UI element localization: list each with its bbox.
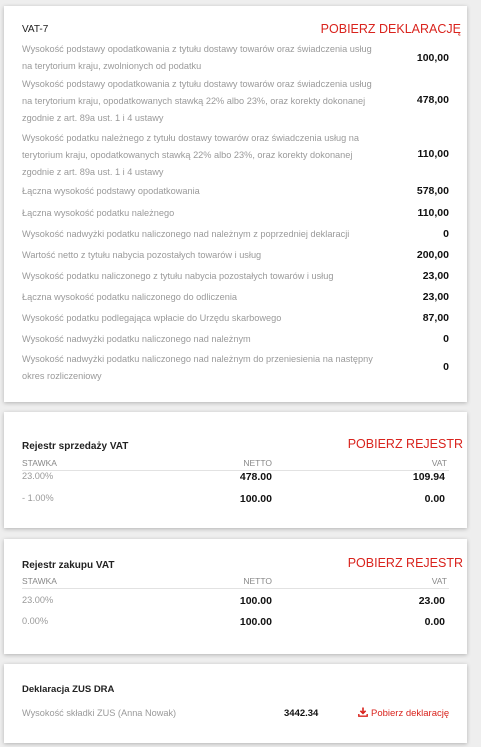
vat7-row-value: 578,00 xyxy=(416,185,449,197)
download-zus-declaration-button[interactable] xyxy=(358,707,449,719)
table-row xyxy=(4,616,467,634)
zus-declaration-card xyxy=(4,664,467,743)
column-header-net: NETTO xyxy=(243,458,272,468)
zus-contribution-label: Wysokość składki ZUS (Anna Nowak) xyxy=(22,708,177,718)
vat-cell: 23.00 xyxy=(418,595,445,607)
vat7-row xyxy=(22,351,449,385)
vat7-title: VAT-7 xyxy=(22,24,49,35)
download-zus-label: Pobierz deklarację xyxy=(371,708,450,719)
zus-contribution-value: 3442.34 xyxy=(284,708,319,719)
vat7-row-value: 110,00 xyxy=(417,148,449,160)
rate-cell: 0.00% xyxy=(22,616,49,626)
vat7-row-label: Wysokość podatku należnego z tytułu dostawy towarów oraz świadczenia usług na terytorium kraju, opodatkowanych stawką 22% albo 23%, oraz korekty dokonanej zgodnie z art. 89a ust. 1 i 4 ustawy xyxy=(22,133,359,177)
download-declaration-button[interactable]: POBIERZ DEKLARACJĘ xyxy=(320,22,461,36)
rate-cell: - 1.00% xyxy=(22,493,54,503)
rate-cell: 23.00% xyxy=(22,471,54,481)
vat7-row-label: Wysokość podatku podlegająca wpłacie do Urzędu skarbowego xyxy=(22,313,282,323)
vat7-row xyxy=(22,331,449,349)
net-cell: 100.00 xyxy=(239,595,272,607)
vat-cell: 109.94 xyxy=(412,471,445,483)
vat7-row-value: 87,00 xyxy=(422,312,449,324)
vat7-row xyxy=(22,289,449,307)
vat7-row xyxy=(22,205,449,223)
purchase-register-card xyxy=(4,539,467,654)
vat7-row-label: Wysokość podstawy opodatkowania z tytułu dostawy towarów oraz świadczenia usług na terytorium kraju, zwolnionych od podatku xyxy=(22,44,372,71)
column-header-rate: STAWKA xyxy=(22,576,57,586)
sales-register-title: Rejestr sprzedaży VAT xyxy=(22,441,129,452)
vat7-row-label: Łączna wysokość podatku należnego xyxy=(22,208,175,218)
table-row xyxy=(4,595,467,613)
vat7-row-value: 0 xyxy=(443,333,449,345)
vat7-row-label: Wartość netto z tytułu nabycia pozostałych towarów i usług xyxy=(22,250,262,260)
download-purchase-register-button[interactable]: POBIERZ REJESTR xyxy=(347,556,463,570)
vat7-row-value: 0 xyxy=(443,228,449,240)
vat7-row-value: 23,00 xyxy=(422,270,449,282)
vat7-row xyxy=(22,41,449,75)
column-header-net: NETTO xyxy=(243,576,272,586)
vat-cell: 0.00 xyxy=(424,493,445,505)
vat7-row xyxy=(22,76,449,128)
vat7-row xyxy=(22,130,449,182)
vat7-row xyxy=(22,247,449,265)
vat7-row-value: 0 xyxy=(443,361,449,373)
net-cell: 100.00 xyxy=(239,616,272,628)
sales-register-card xyxy=(4,412,467,528)
net-cell: 100.00 xyxy=(239,493,272,505)
vat7-row-value: 110,00 xyxy=(417,207,449,219)
vat7-row xyxy=(22,226,449,244)
vat7-row-label: Wysokość nadwyżki podatku naliczonego nad należnym xyxy=(22,334,251,344)
column-header-vat: VAT xyxy=(431,458,447,468)
vat7-row-label: Łączna wysokość podstawy opodatkowania xyxy=(22,186,200,196)
vat7-card xyxy=(4,6,467,402)
column-header-rate: STAWKA xyxy=(22,458,57,468)
download-icon xyxy=(358,707,368,717)
vat7-row xyxy=(22,310,449,328)
rate-cell: 23.00% xyxy=(22,595,54,605)
vat7-row-label: Wysokość podstawy opodatkowania z tytułu dostawy towarów oraz świadczenia usług na terytorium kraju, opodatkowanych stawką 22% albo 23%, oraz korekty dokonanej zgodnie z art. 89a ust. 1 i 4 ustawy xyxy=(22,79,372,123)
vat7-row-value: 100,00 xyxy=(416,52,449,64)
zus-title: Deklaracja ZUS DRA xyxy=(22,684,115,695)
table-row xyxy=(4,471,467,489)
vat7-row xyxy=(22,183,449,201)
vat-cell: 0.00 xyxy=(424,616,445,628)
vat7-row xyxy=(22,268,449,286)
vat7-row-value: 200,00 xyxy=(416,249,449,261)
vat7-row-value: 23,00 xyxy=(422,291,449,303)
vat7-row-label: Łączna wysokość podatku naliczonego do odliczenia xyxy=(22,292,238,302)
net-cell: 478.00 xyxy=(239,471,272,483)
table-row xyxy=(4,493,467,511)
header-divider xyxy=(22,588,449,589)
vat7-row-value: 478,00 xyxy=(416,94,449,106)
column-header-vat: VAT xyxy=(431,576,447,586)
purchase-register-title: Rejestr zakupu VAT xyxy=(22,560,115,571)
vat7-row-label: Wysokość nadwyżki podatku naliczonego nad należnym do przeniesienia na następny okres rozliczeniowy xyxy=(22,354,373,381)
download-sales-register-button[interactable]: POBIERZ REJESTR xyxy=(347,437,463,451)
vat7-row-label: Wysokość nadwyżki podatku naliczonego nad należnym z poprzedniej deklaracji xyxy=(22,229,350,239)
vat7-row-label: Wysokość podatku naliczonego z tytułu nabycia pozostałych towarów i usług xyxy=(22,271,334,281)
